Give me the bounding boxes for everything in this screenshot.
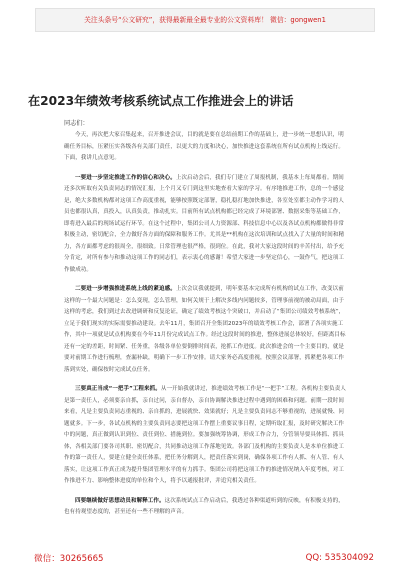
header-banner: 关注头条号“公文研究”，获得最新最全最专业的公文资料库！ 微信：gongwen1 bbox=[35, 8, 375, 32]
document-title: 在2023年绩效考核系统试点工作推进会上的讲话 bbox=[28, 94, 294, 108]
paragraph bbox=[64, 284, 348, 376]
document-body bbox=[64, 130, 348, 530]
paragraph-lead: 三要真正当成“一把手”工程来抓。 bbox=[75, 386, 161, 392]
paragraph-text: 上次会议我就提到，明年要基本完成所有机构的试点工作，改变以前这样的一个最大问题是：怎么变现，怎么管理，如何关规于上解决多线内问题较多，管理事前视的被动局面，由于这样的考虑，我们到过去改进调研和反复论证，确定了绩效考核这个突破口，并启动了“集团公司绩效考核系统”，立足于我们现实的实际需要推动建设。去年11月，集团召开全集团2023年的绩效考核工作会，部署了各项实施工作，其中一项就是试点机构要在今年11月份完成试点工作。经过这段时间的推进，整体进展总体较好，但距离目标还有一定的差距，时间紧、任务重，各级各单位要倒排时间表，抢抓工作进度。此次推进会的一个主要目的，就是要对前期工作进行梳理，查漏补缺，明确下一步工作安排。请大家务必高度重视，按照会议部署，抓紧把各项工作落到实处，确保按时完成试点任务。 bbox=[64, 286, 346, 373]
paragraph bbox=[64, 496, 348, 519]
paragraph-lead: 一要进一步坚定推进工作的信心和决心。 bbox=[75, 174, 176, 181]
paragraph bbox=[64, 384, 348, 488]
footer-wechat: 微信：30265665 bbox=[34, 554, 104, 564]
paragraph bbox=[64, 130, 348, 165]
paragraph bbox=[64, 173, 348, 277]
paragraph-text: 从一开始我就讲过，推进绩效考核工作是“一把手”工程。各机构主要负责人是第一责任人，必须要亲自抓，亲自过问，亲自督办，亲自协调解决推进过程中遇到的困难和问题。前期一段时间来看，凡是主要负责同志重视的、亲自抓的，进展就快、效果就好；凡是主要负责同志不够重视的，进展就慢、问题就多。下一步，各试点机构的主要负责同志要把这项工作摆上重要议事日程，定期听取汇报，及时研究解决工作中的问题，真正做到认识到位、责任到位、措施到位。要加强统筹协调，形成工作合力，分管领导要具体抓、抓具体，各相关部门要各司其职、密切配合，共同推动这项工作落地见效。各部门及机构的主要负责人是本单位推进工作的第一责任人，要建立健全责任体系，把任务分解到人，把责任落实到岗，确保各项工作有人抓、有人管、有人落实，让这项工作真正成为提升集团管理水平的有力抓手。集团公司将把这项工作的推进情况纳入年度考核，对工作推进不力、影响整体进度的单位和个人，将予以通报批评，并追究相关责任。 bbox=[64, 386, 346, 484]
salutation: 同志们： bbox=[64, 120, 89, 127]
paragraph-text: 今天，再次把大家召集起来，召开推进会议，目的就是要在总结前期工作的基础上，进一步统一思想认识，明确任务目标，压紧压实各级各有关部门责任，以更大的力度和决心，加快推进这套系统在所有试点机构上线运行。下面，我讲几点意见。 bbox=[64, 132, 345, 161]
paragraph-lead: 二要进一步增强推进系统上线的紧迫感。 bbox=[75, 286, 176, 292]
footer-contact bbox=[34, 540, 374, 576]
footer-qq: QQ: 535304092 bbox=[305, 553, 374, 563]
paragraph-text: 上次启动会后，我们专门建立了周报机制，我基本上每周都看。期间还多次听取有关负责同志的情况汇报，上个月又专门到这里实地查看大家的学习。有序地推进工作，总的一个感觉是，绝大多数机构都对这项工作高度重视，能够按照既定部署，稳扎稳打地加快推进，各室处室都主动作学习的人员也都很认真，真投入，认真负责，推动扎实。目前所有试点机构都已经完成了环境部署、数据采集等基础工作，即将进入最后的现场试运行环节。在这个过程中，集团公司人力资源部、科技信息中心以及各试点机构都做得非常积极主动，密切配合，全力做好各方面的保障和服务工作。尤其是**机构在这次培训和试点找入了大量的时间和精力，各方面都考虑的很周全，很细致。日常管理也很严格，很到位。在此，我对大家这段时间的辛苦付出，给予充分肯定，对所有参与和推动这项工作的同志们，表示衷心的感谢！希望大家进一步坚定信心，一鼓作气，把这项工作做成功。 bbox=[64, 174, 345, 273]
paragraph-text: 这次系统试点工作启动后，我透过各种渠道听到的反映，有积极支持的，也有持观望态度的，甚至还有一些不理解的声音。 bbox=[64, 497, 344, 515]
paragraph-lead: 四要继续做好思想动员和解释工作。 bbox=[75, 497, 165, 504]
